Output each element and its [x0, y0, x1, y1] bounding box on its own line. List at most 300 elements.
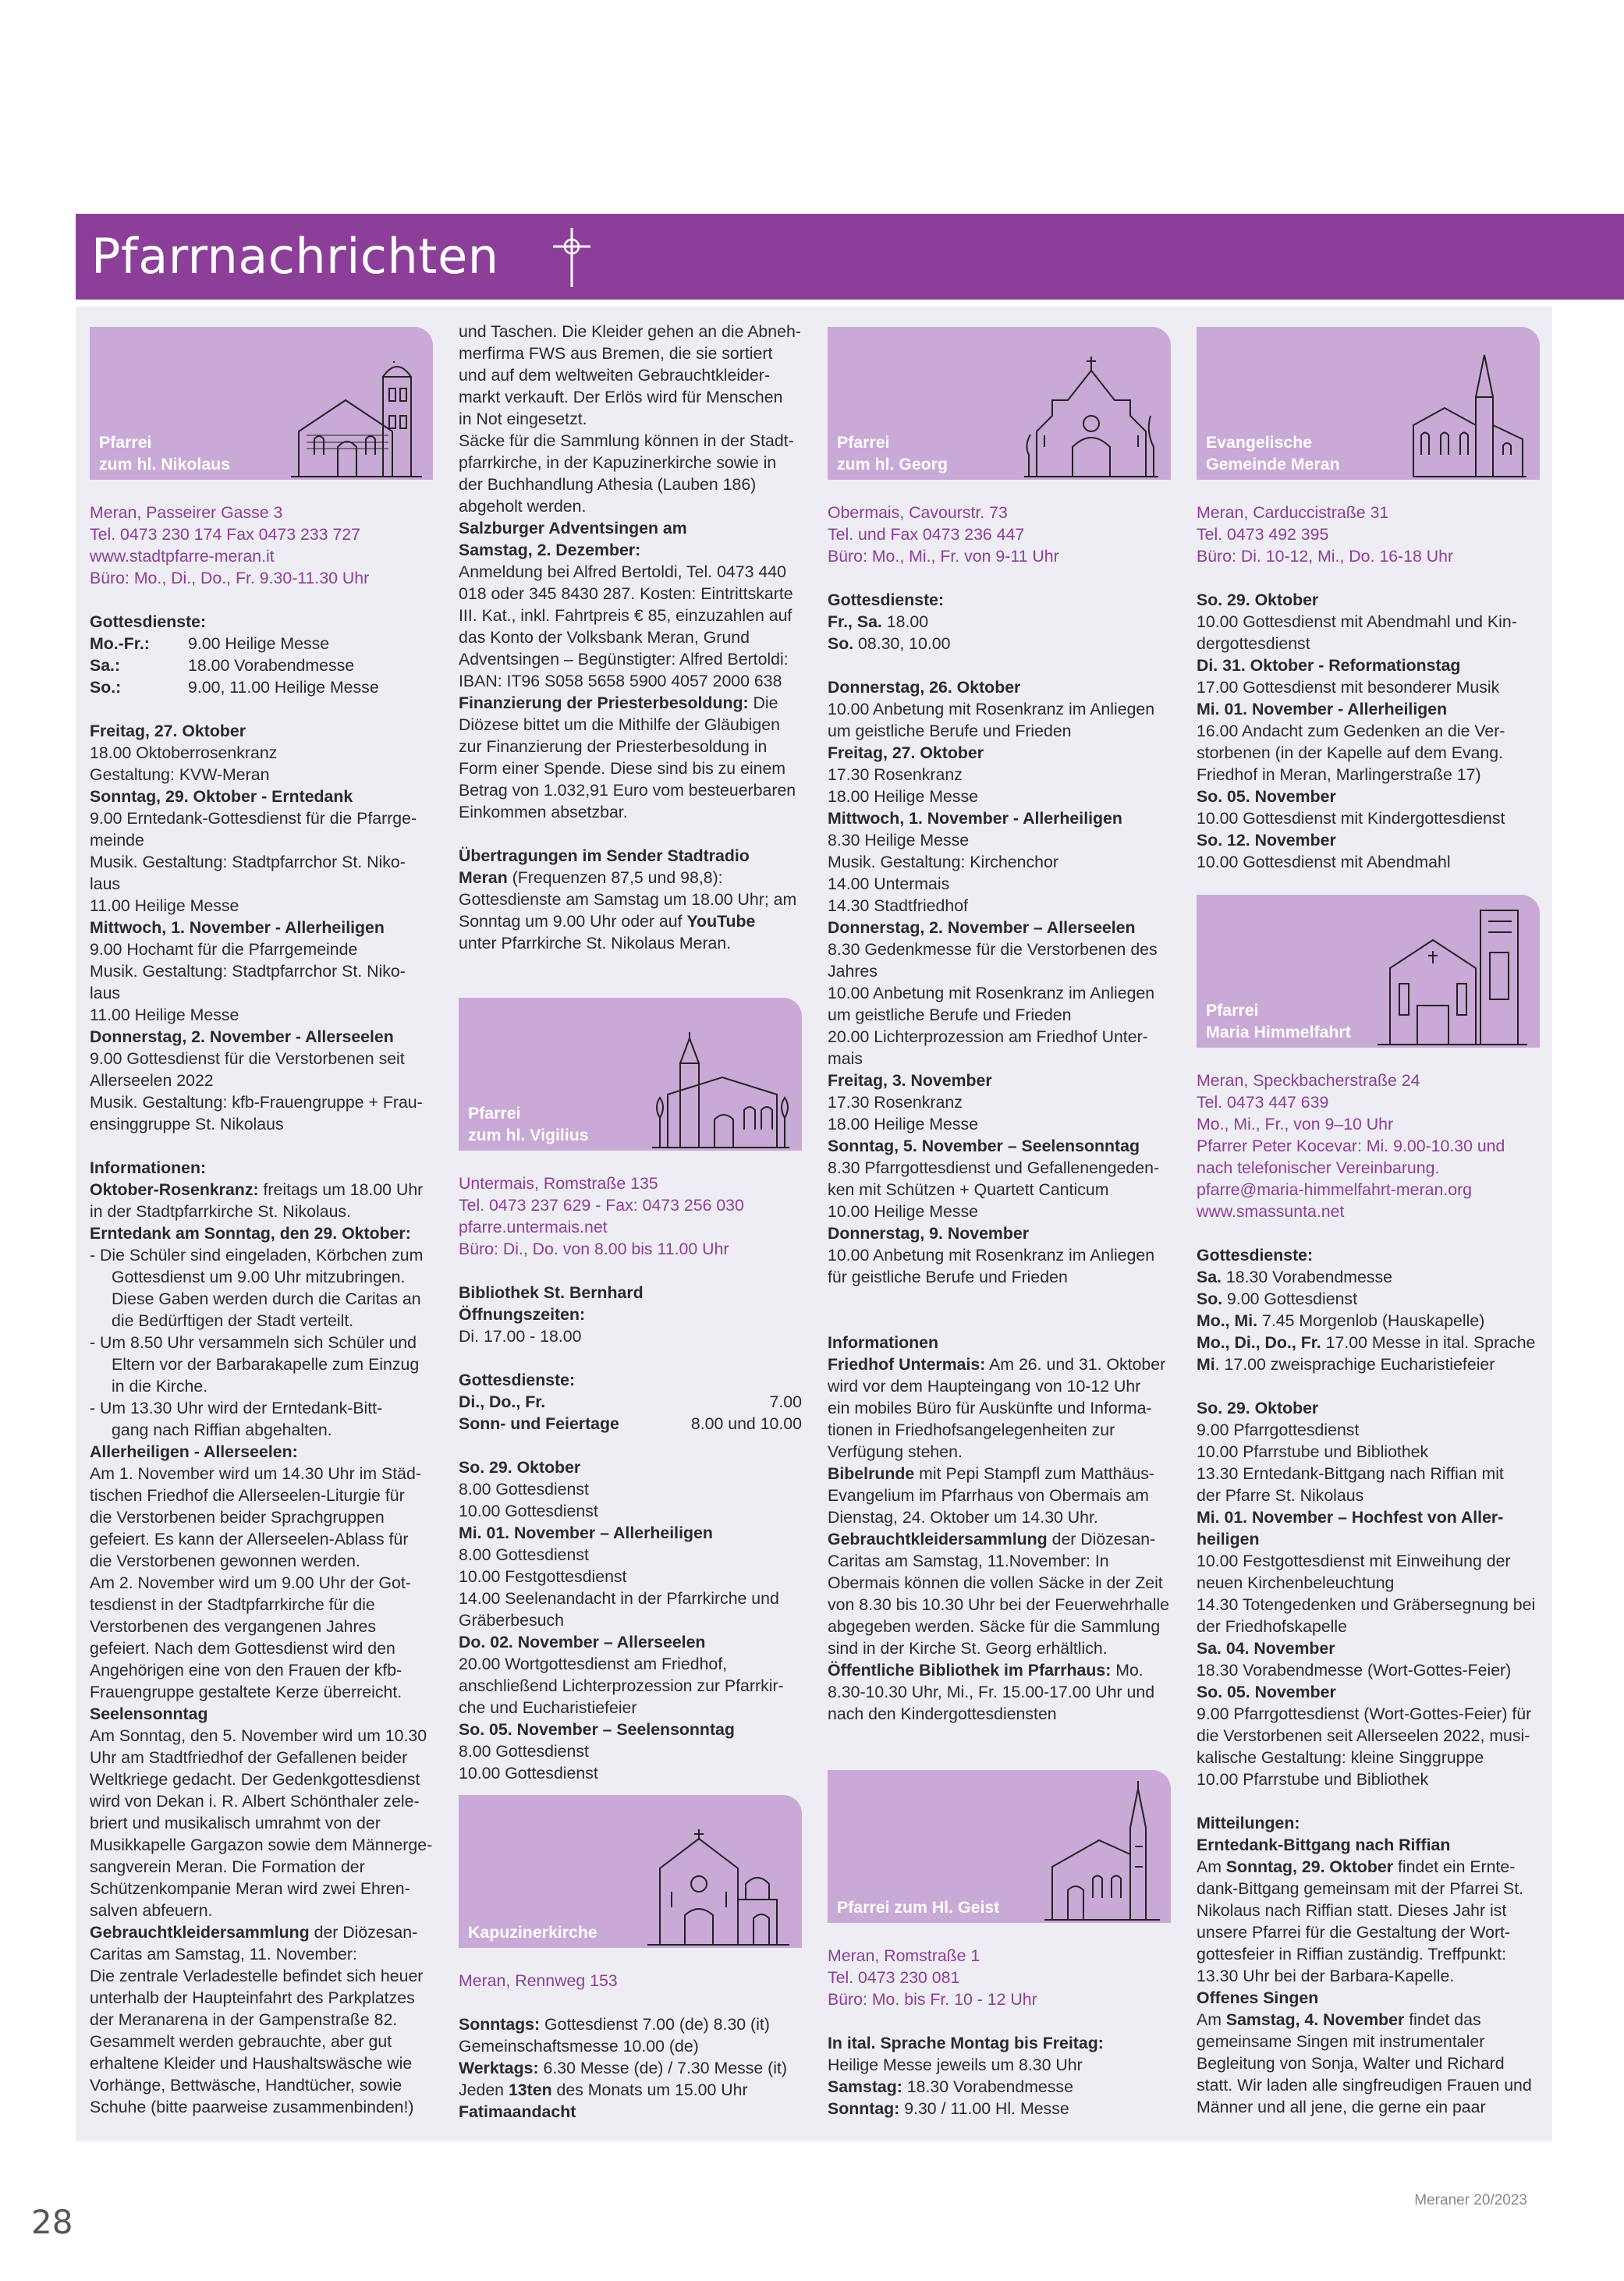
text-line: Heilige Messe jeweils um 8.30 Uhr — [828, 2056, 1083, 2074]
text-line: briert und musikalisch umrahmt von der — [90, 1814, 381, 1832]
text-line: Gottesdienst um 9.00 Uhr mitzubringen. — [112, 1268, 406, 1286]
section-heading: Gottesdienste: — [459, 1371, 576, 1389]
text-line: um geistliche Berufe und Frieden — [828, 1006, 1072, 1024]
page-number: 28 — [31, 2203, 73, 2241]
text-line: - Um 13.30 Uhr wird der Erntedank-Bitt- — [90, 1399, 383, 1417]
text-value: findet das — [1404, 2010, 1481, 2029]
text-line: wird von Dekan i. R. Albert Schönthaler zele- — [90, 1792, 420, 1811]
text-line: merfirma FWS aus Bremen, die sie sortiert — [459, 344, 773, 363]
evangelical-church-header — [1197, 327, 1540, 480]
spacer — [828, 1923, 1171, 1945]
text-line: markt verkauft. Der Erlös wird für Menschen — [459, 388, 783, 406]
text-line: 10.00 Heilige Messe — [828, 1202, 978, 1221]
text-line: 9.00 Pfarrgottesdienst (Wort-Gottes-Feier) für — [1197, 1705, 1532, 1723]
text-line: Donnerstag, 9. November — [828, 1224, 1029, 1243]
text-label: Öffentliche Bibliothek im Pfarrhaus: — [828, 1661, 1112, 1680]
spacer — [459, 954, 802, 976]
text-line: - Die Schüler sind eingeladen, Körbchen zum — [90, 1246, 424, 1265]
text-line: die Bedürftigen der Stadt verteilt. — [112, 1311, 354, 1330]
contact-line: Büro: Di. 10-12, Mi., Do. 16-18 Uhr — [1197, 547, 1454, 566]
text-line: Mi. 01. November – Hochfest von Aller- — [1197, 1508, 1504, 1527]
schedule-row — [459, 1413, 802, 1435]
text-line: Evangelium im Pfarrhaus von Obermais am — [828, 1486, 1149, 1505]
page-banner — [76, 214, 1624, 300]
text-line: Di. 31. Oktober - Reformationstag — [1197, 656, 1461, 675]
text-line: tionen in Friedhofsangelegenheiten zur — [828, 1421, 1115, 1439]
spacer — [828, 480, 1171, 502]
text-line: 11.00 Heilige Messe — [90, 896, 239, 915]
text-line: der Pfarre St. Nikolaus — [1197, 1486, 1364, 1505]
text-line: heiligen — [1197, 1530, 1260, 1548]
text-line: 17.30 Rosenkranz — [828, 765, 963, 784]
text-line: 18.00 Heilige Messe — [828, 1115, 978, 1133]
text-line: 20.00 Lichterprozession am Friedhof Unter- — [828, 1027, 1148, 1046]
georg-church-header — [828, 327, 1171, 480]
parish-title — [1206, 431, 1340, 475]
text-line: laus — [90, 874, 121, 893]
schedule-row — [459, 1391, 802, 1413]
text-line: 8.30-10.30 Uhr, Mi., Fr. 15.00-17.00 Uhr und — [828, 1683, 1155, 1701]
text-line: 10.00 Anbetung mit Rosenkranz im Anliegen — [828, 1246, 1155, 1265]
text-line: 9.00 Gottesdienst für die Verstorbenen seit — [90, 1049, 405, 1068]
text-line: der Friedhofskapelle — [1197, 1617, 1347, 1636]
schedule-value: 9.00 Heilige Messe — [188, 634, 330, 653]
parish-title — [468, 1102, 589, 1146]
text-line: 14.30 Totengedenken und Gräbersegnung bei — [1197, 1595, 1536, 1614]
text-line: und auf dem weltweiten Gebrauchtkleider- — [459, 366, 770, 385]
vigilius-church-icon — [636, 1032, 792, 1149]
text-line: Einkommen absetzbar. — [459, 803, 628, 821]
text-line: Am Sonntag, den 5. November wird um 10.30 — [90, 1726, 427, 1745]
parish-title — [468, 1921, 597, 1943]
text-label: Friedhof Untermais: — [828, 1355, 986, 1374]
text-line: 10.00 Pfarrstube und Bibliothek — [1197, 1770, 1429, 1789]
text-line: erhaltene Kleider und Haushaltswäsche wie — [90, 2054, 413, 2073]
text-line: Verstorbenen des vergangenen Jahres — [90, 1617, 377, 1636]
text-line: Sonntag, 5. November – Seelensonntag — [828, 1137, 1140, 1155]
church-cross-icon — [547, 225, 597, 289]
parish-title-line: zum hl. Vigilius — [468, 1126, 589, 1144]
schedule-value: 8.00 und 10.00 — [690, 1414, 802, 1433]
text-line: gemeinsame Singen mit instrumentaler — [1197, 2032, 1485, 2051]
contact-line: pfarre@maria-himmelfahrt-meran.org — [1197, 1180, 1473, 1199]
text-value: 6.30 Messe (de) / 7.30 Messe (it) — [538, 2059, 787, 2077]
text-line: Jahres — [828, 962, 878, 981]
spacer — [828, 1288, 1171, 1310]
text-line — [459, 910, 802, 932]
contact-line: Tel. 0473 230 174 Fax 0473 233 727 — [90, 525, 360, 544]
spacer — [459, 1347, 802, 1369]
text-value: findet ein Ernte- — [1393, 1857, 1516, 1876]
georg-church-icon — [1021, 353, 1161, 478]
parish-title-line: Pfarrei — [99, 433, 152, 452]
text-value: Am — [1197, 1857, 1226, 1876]
page-title: Pfarrnachrichten — [91, 228, 499, 285]
spacer — [1197, 1048, 1540, 1070]
text-line: sangverein Meran. Die Formation der — [90, 1857, 365, 1876]
content-panel — [76, 307, 1552, 2141]
text-line — [828, 611, 1171, 633]
geist-church-icon — [1044, 1781, 1161, 1921]
text-line: Übertragungen im Sender Stadtradio — [459, 846, 750, 865]
contact-line: pfarre.untermais.net — [459, 1218, 608, 1236]
text-line — [459, 867, 802, 889]
contact-line: Tel. 0473 237 629 - Fax: 0473 256 030 — [459, 1196, 744, 1215]
text-label: Finanzierung der Priesterbesoldung: — [459, 694, 749, 712]
text-line: Gottesdienste: — [1197, 1246, 1314, 1265]
contact-line: Mo., Mi., Fr., von 9–10 Uhr — [1197, 1115, 1394, 1133]
text-line: Mittwoch, 1. November - Allerheiligen — [90, 918, 385, 937]
spacer — [459, 1948, 802, 1970]
spacer — [1197, 567, 1540, 589]
text-line: 14.30 Stadtfriedhof — [828, 896, 968, 915]
text-value: 17.00 Messe in ital. Sprache — [1321, 1333, 1536, 1352]
text-line: gang nach Riffian abgehalten. — [112, 1421, 332, 1439]
spacer — [459, 976, 802, 998]
text-line: Verfügung stehen. — [828, 1442, 963, 1461]
text-line: Gräberbesuch — [459, 1611, 564, 1630]
text-label: Sa. — [1197, 1268, 1222, 1286]
text-line — [1197, 1266, 1540, 1288]
text-line: Di. 17.00 - 18.00 — [459, 1327, 582, 1346]
text-line: 8.00 Gottesdienst — [459, 1545, 589, 1564]
text-line: Donnerstag, 26. Oktober — [828, 678, 1021, 697]
text-line: in die Kirche. — [112, 1377, 208, 1396]
text-value: 18.30 Vorabendmesse — [902, 2077, 1073, 2096]
column-evangelisch — [1197, 327, 1540, 2118]
text-value: Am — [1197, 2010, 1226, 2029]
text-label: Mo., Di., Do., Fr. — [1197, 1333, 1321, 1352]
text-line: - Um 8.50 Uhr versammeln sich Schüler und — [90, 1333, 417, 1352]
contact-line: Meran, Rennweg 153 — [459, 1971, 618, 1990]
text-line: in Not eingesetzt. — [459, 410, 587, 428]
text-line: Salzburger Adventsingen am — [459, 519, 687, 537]
text-value: der Diözesan- — [1047, 1530, 1156, 1548]
spacer — [459, 1992, 802, 2013]
text-line: dank-Bittgang gemeinsam mit der Pfarrei St. — [1197, 1879, 1524, 1898]
text-line: Seelensonntag — [90, 1705, 208, 1723]
text-label: 13ten — [508, 2081, 552, 2099]
text-line: Diese Gaben werden durch die Caritas an — [112, 1289, 421, 1308]
text-line: salven abfeuern. — [90, 1901, 213, 1920]
schedule-row — [90, 633, 433, 655]
text-line: ken mit Schützen + Quartett Canticum — [828, 1180, 1109, 1199]
text-line: Freitag, 27. Oktober — [90, 722, 246, 740]
text-line — [828, 633, 1171, 655]
text-value: 18.30 Vorabendmesse — [1221, 1268, 1393, 1286]
parish-title — [837, 1896, 999, 1918]
text-line: Bibliothek St. Bernhard — [459, 1283, 644, 1302]
text-line — [459, 2057, 802, 2079]
text-line: Weltkriege gedacht. Der Gedenkgottesdienst — [90, 1770, 420, 1789]
text-line: III. Kat., inkl. Fahrtpreis € 85, einzuzahlen auf — [459, 606, 792, 625]
text-line: anschließend Lichterprozession zur Pfarrkir- — [459, 1676, 784, 1695]
text-line: Mittwoch, 1. November - Allerheiligen — [828, 809, 1122, 828]
text-line: 10.00 Gottesdienst mit Abendmahl und Kin- — [1197, 612, 1517, 631]
text-line: Frauengruppe gestaltete Kerze überreicht. — [90, 1683, 402, 1701]
spacer — [459, 1260, 802, 1282]
text-line: unter Pfarrkirche St. Nikolaus Meran. — [459, 934, 732, 952]
text-line: der Meranarena in der Gampenstraße 82. — [90, 2010, 398, 2029]
text-line: 8.00 Gottesdienst — [459, 1742, 589, 1761]
text-line — [828, 2098, 1171, 2120]
text-label: Mo., Mi. — [1197, 1311, 1258, 1330]
text-line: Am 2. November wird um 9.00 Uhr der Got- — [90, 1573, 411, 1592]
text-line: für geistliche Berufe und Frieden — [828, 1268, 1068, 1286]
text-line: Allerseelen 2022 — [90, 1071, 214, 1090]
text-line: Do. 02. November – Allerseelen — [459, 1633, 706, 1651]
text-line: ensinggruppe St. Nikolaus — [90, 1115, 284, 1133]
text-line: Musik. Gestaltung: Stadtpfarrchor St. Niko- — [90, 962, 406, 981]
text-line: Offenes Singen — [1197, 1988, 1319, 2007]
spacer — [90, 698, 433, 720]
text-line: Informationen: — [90, 1158, 207, 1177]
text-line: Schützenkompanie Meran wird zwei Ehren- — [90, 1879, 410, 1898]
text-value: freitags um 18.00 Uhr — [258, 1180, 424, 1199]
parish-title-line: Pfarrei — [1206, 1001, 1259, 1020]
text-line: Erntedank am Sonntag, den 29. Oktober: — [90, 1224, 411, 1243]
text-line: So. 05. November — [1197, 1683, 1336, 1701]
schedule-label: Mo.-Fr.: — [90, 634, 150, 653]
parish-title-line: Pfarrei — [837, 433, 890, 452]
text-line: Schuhe (bitte paarweise zusammenbinden!) — [90, 2098, 414, 2116]
text-line: Musik. Gestaltung: kfb-Frauengruppe + Frau- — [90, 1093, 423, 1112]
nikolaus-church-icon — [291, 361, 424, 478]
text-line: 10.00 Gottesdienst mit Kindergottesdienst — [1197, 809, 1505, 828]
text-label: So. — [1197, 1289, 1223, 1308]
text-line — [1197, 1332, 1540, 1353]
text-line: tischen Friedhof die Allerseelen-Liturgie für — [90, 1486, 405, 1505]
text-line: tesdienst in der Stadtpfarrkirche für die — [90, 1595, 375, 1614]
text-line: Informationen — [828, 1333, 938, 1352]
text-line: gottesfeier in Riffian zuständig. Treffpunkt: — [1197, 1945, 1506, 1964]
contact-line: Meran, Passeirer Gasse 3 — [90, 503, 283, 522]
text-line — [459, 2013, 802, 2035]
text-line: Friedhof in Meran, Marlingerstraße 17) — [1197, 765, 1481, 784]
text-line: ein mobiles Büro für Auskünfte und Informa- — [828, 1399, 1152, 1417]
text-line: Freitag, 27. Oktober — [828, 743, 984, 762]
text-value: . 17.00 zweisprachige Eucharistiefeier — [1214, 1355, 1495, 1374]
text-line: Angehörigen eine von den Frauen der kfb- — [90, 1661, 402, 1680]
text-line: laus — [90, 984, 121, 1002]
text-line: 18.00 Heilige Messe — [828, 787, 978, 806]
spacer — [1197, 1790, 1540, 1812]
text-label: YouTube — [686, 912, 756, 931]
text-line: 18.00 Oktoberrosenkranz — [90, 743, 278, 762]
text-label: Sonntags: — [459, 2015, 541, 2034]
text-line: Uhr am Stadtfriedhof der Gefallenen beider — [90, 1748, 408, 1767]
text-line: Dienstag, 24. Oktober um 14.30 Uhr. — [828, 1508, 1098, 1527]
text-line: pfarrkirche, in der Kapuzinerkirche sowie in — [459, 453, 777, 472]
contact-line: Obermais, Cavourstr. 73 — [828, 503, 1008, 522]
spacer — [459, 823, 802, 845]
spacer — [1197, 1375, 1540, 1397]
text-line: Fatimaandacht — [459, 2102, 576, 2121]
spacer — [90, 589, 433, 611]
spacer — [828, 2010, 1171, 2032]
parish-title-line: Maria Himmelfahrt — [1206, 1023, 1351, 1041]
text-line: unsere Pfarrei für die Gestaltung der Wort- — [1197, 1923, 1511, 1942]
kapuziner-church-icon — [644, 1822, 792, 1946]
text-line: in der Stadtpfarrkirche St. Nikolaus. — [90, 1202, 351, 1221]
text-value: 9.30 / 11.00 Hl. Messe — [899, 2099, 1069, 2118]
text-line: Diözese bittet um die Mithilfe der Gläubigen — [459, 715, 780, 734]
parish-title-line: Pfarrei — [468, 1104, 521, 1123]
text-value: Mo. — [1111, 1661, 1144, 1680]
text-label: Sonntag: — [828, 2099, 900, 2118]
text-line: dergottesdienst — [1197, 634, 1310, 653]
text-value: Am 26. und 31. Oktober — [985, 1355, 1166, 1374]
text-line — [828, 1528, 1171, 1550]
text-line: gefeiert. Nach dem Gottesdienst wird den — [90, 1639, 395, 1658]
maria-church-header — [1197, 895, 1540, 1048]
spacer — [459, 1435, 802, 1456]
contact-line: Meran, Carduccistraße 31 — [1197, 503, 1389, 522]
text-line: nach den Kindergottesdiensten — [828, 1705, 1057, 1723]
text-line: neuen Kirchenbeleuchtung — [1197, 1573, 1395, 1592]
schedule-value: 9.00, 11.00 Heilige Messe — [188, 678, 379, 697]
text-line: um geistliche Berufe und Frieden — [828, 722, 1072, 740]
contact-line: www.smassunta.net — [1197, 1202, 1345, 1221]
text-line: Am 1. November wird um 14.30 Uhr im Städ- — [90, 1464, 421, 1483]
text-line: Obermais können die vollen Säcke in der Zeit — [828, 1573, 1163, 1592]
text-line: 8.30 Gedenkmesse für die Verstorbenen des — [828, 940, 1158, 959]
spacer — [1197, 1222, 1540, 1244]
text-label: Gebrauchtkleidersammlung — [828, 1530, 1048, 1548]
text-line: Anmeldung bei Alfred Bertoldi, Tel. 0473 440 — [459, 562, 786, 581]
text-label: Samstag: — [828, 2077, 902, 2096]
kapuziner-church-header — [459, 1795, 802, 1948]
text-line: 10.00 Gottesdienst mit Abendmahl — [1197, 853, 1451, 871]
text-line: 14.00 Untermais — [828, 874, 950, 893]
text-line: Gestaltung: KVW-Meran — [90, 765, 270, 784]
text-line: Gemeinschaftsmesse 10.00 (de) — [459, 2037, 699, 2056]
spacer — [1197, 873, 1540, 895]
text-line — [828, 1463, 1171, 1485]
text-line: statt. Wir laden alle singfreudigen Frauen und — [1197, 2076, 1532, 2095]
text-value: 18.00 — [881, 612, 929, 631]
text-line: Donnerstag, 2. November - Allerseelen — [90, 1027, 394, 1046]
text-line: Caritas am Samstag, 11. November: — [90, 1945, 357, 1964]
parish-title — [1206, 999, 1351, 1043]
text-line: 10.00 Gottesdienst — [459, 1502, 598, 1520]
text-line: So. 05. November – Seelensonntag — [459, 1720, 735, 1739]
contact-line: Tel. und Fax 0473 236 447 — [828, 525, 1025, 544]
text-label: Meran — [459, 868, 508, 887]
spacer — [828, 567, 1171, 589]
contact-line: Pfarrer Peter Kocevar: Mi. 9.00-10.30 und — [1197, 1137, 1505, 1155]
parish-title-line: Evangelische — [1206, 433, 1313, 452]
spacer — [1197, 480, 1540, 502]
text-line: Freitag, 3. November — [828, 1071, 992, 1090]
text-line: Gesammelt werden gebrauchte, aber gut — [90, 2032, 392, 2051]
contact-line: Untermais, Romstraße 135 — [459, 1174, 658, 1193]
contact-line: Büro: Mo. bis Fr. 10 - 12 Uhr — [828, 1990, 1037, 2009]
nikolaus-church-header — [90, 327, 433, 480]
text-label: Gebrauchtkleidersammlung — [90, 1923, 310, 1942]
schedule-label: So.: — [90, 678, 122, 697]
spacer — [459, 1784, 802, 1795]
text-line: 9.00 Erntedank-Gottesdienst für die Pfarrge- — [90, 809, 417, 828]
text-line: Mi. 01. November - Allerheiligen — [1197, 700, 1448, 718]
text-line — [459, 2079, 802, 2101]
text-line: unterhalb der Haupteinfahrt des Parkplatzes — [90, 1988, 415, 2007]
text-line — [828, 1353, 1171, 1375]
issue-label: Meraner 20/2023 — [1414, 2192, 1527, 2208]
text-line: Donnerstag, 2. November – Allerseelen — [828, 918, 1136, 937]
text-line — [1197, 1288, 1540, 1310]
text-line: Caritas am Samstag, 11.November: In — [828, 1552, 1109, 1570]
text-line: 10.00 Festgottesdienst — [459, 1567, 627, 1586]
schedule-value: 7.00 — [769, 1392, 802, 1411]
schedule-row — [90, 655, 433, 676]
text-label: Sonntag, 29. Oktober — [1225, 1857, 1394, 1876]
text-label: Werktags: — [459, 2059, 539, 2077]
text-line: sind in der Kirche St. Georg erhältlich. — [828, 1639, 1108, 1658]
text-line: 10.00 Pfarrstube und Bibliothek — [1197, 1442, 1429, 1461]
text-line: gefeiert. Es kann der Allerseelen-Ablass für — [90, 1530, 409, 1548]
contact-line: Tel. 0473 492 395 — [1197, 525, 1329, 544]
text-line: Musik. Gestaltung: Stadtpfarrchor St. Niko- — [90, 853, 406, 871]
text-line: 9.00 Pfarrgottesdienst — [1197, 1421, 1360, 1439]
text-value: der Diözesan- — [309, 1923, 418, 1942]
text-line: die Verstorbenen gewonnen werden. — [90, 1552, 360, 1570]
text-line — [828, 2076, 1171, 2098]
text-line: Männer und all jene, die gerne ein paar — [1197, 2098, 1486, 2116]
text-line — [1197, 1310, 1540, 1332]
text-value: Sonntag um 9.00 Uhr oder auf — [459, 912, 687, 931]
spacer — [828, 1310, 1171, 1332]
contact-line: Büro: Mo., Di., Do., Fr. 9.30-11.30 Uhr — [90, 569, 370, 587]
text-line: 9.00 Hochamt für die Pfarrgemeinde — [90, 940, 358, 959]
parish-title-line: Pfarrei zum Hl. Geist — [837, 1898, 1000, 1917]
schedule-label: Sa.: — [90, 656, 121, 675]
parish-title — [99, 431, 230, 475]
contact-line: Meran, Romstraße 1 — [828, 1946, 980, 1965]
text-line — [1197, 2009, 1540, 2031]
text-line: Vorhänge, Bettwäsche, Handtücher, sowie — [90, 2076, 402, 2095]
text-line: 18.30 Vorabendmesse (Wort-Gottes-Feier) — [1197, 1661, 1512, 1680]
contact-line: Büro: Mo., Mi., Fr. von 9-11 Uhr — [828, 547, 1059, 566]
contact-line: Meran, Speckbacherstraße 24 — [1197, 1071, 1420, 1090]
text-line: So. 12. November — [1197, 831, 1336, 850]
text-line: mais — [828, 1049, 863, 1068]
text-label: Samstag, 4. November — [1225, 2010, 1405, 2029]
text-line: storbenen (in der Kapelle auf dem Evang. — [1197, 743, 1504, 762]
text-line: Öffnungszeiten: — [459, 1305, 586, 1324]
text-line — [90, 1921, 433, 1943]
text-line: Allerheiligen - Allerseelen: — [90, 1442, 298, 1461]
text-line: Erntedank-Bittgang nach Riffian — [1197, 1836, 1451, 1854]
parish-title — [837, 431, 948, 475]
text-line: Nikolaus nach Riffian statt. Dieses Jahr ist — [1197, 1901, 1507, 1920]
text-value: 7.45 Morgenlob (Hauskapelle) — [1257, 1311, 1485, 1330]
geist-church-header — [828, 1770, 1171, 1923]
text-line: abgegeben werden. Säcke für die Sammlung — [828, 1617, 1161, 1636]
vigilius-church-header — [459, 998, 802, 1151]
text-line: Musikkapelle Gargazon sowie dem Männerge- — [90, 1836, 433, 1854]
text-line: Gottesdienste: — [828, 591, 945, 609]
text-line: Mi. 01. November – Allerheiligen — [459, 1524, 713, 1542]
text-line: Begleitung von Sonja, Walter und Richard — [1197, 2054, 1505, 2073]
text-line: In ital. Sprache Montag bis Freitag: — [828, 2034, 1104, 2052]
text-line: 10.00 Anbetung mit Rosenkranz im Anliegen — [828, 700, 1155, 718]
parish-title-line: Gemeinde Meran — [1206, 455, 1340, 474]
text-line: Musik. Gestaltung: Kirchenchor — [828, 853, 1058, 871]
text-line: Form einer Spende. Diese sind bis zu einem — [459, 759, 786, 778]
text-line: meinde — [90, 831, 144, 850]
text-line: die Verstorbenen beider Sprachgruppen — [90, 1508, 385, 1527]
